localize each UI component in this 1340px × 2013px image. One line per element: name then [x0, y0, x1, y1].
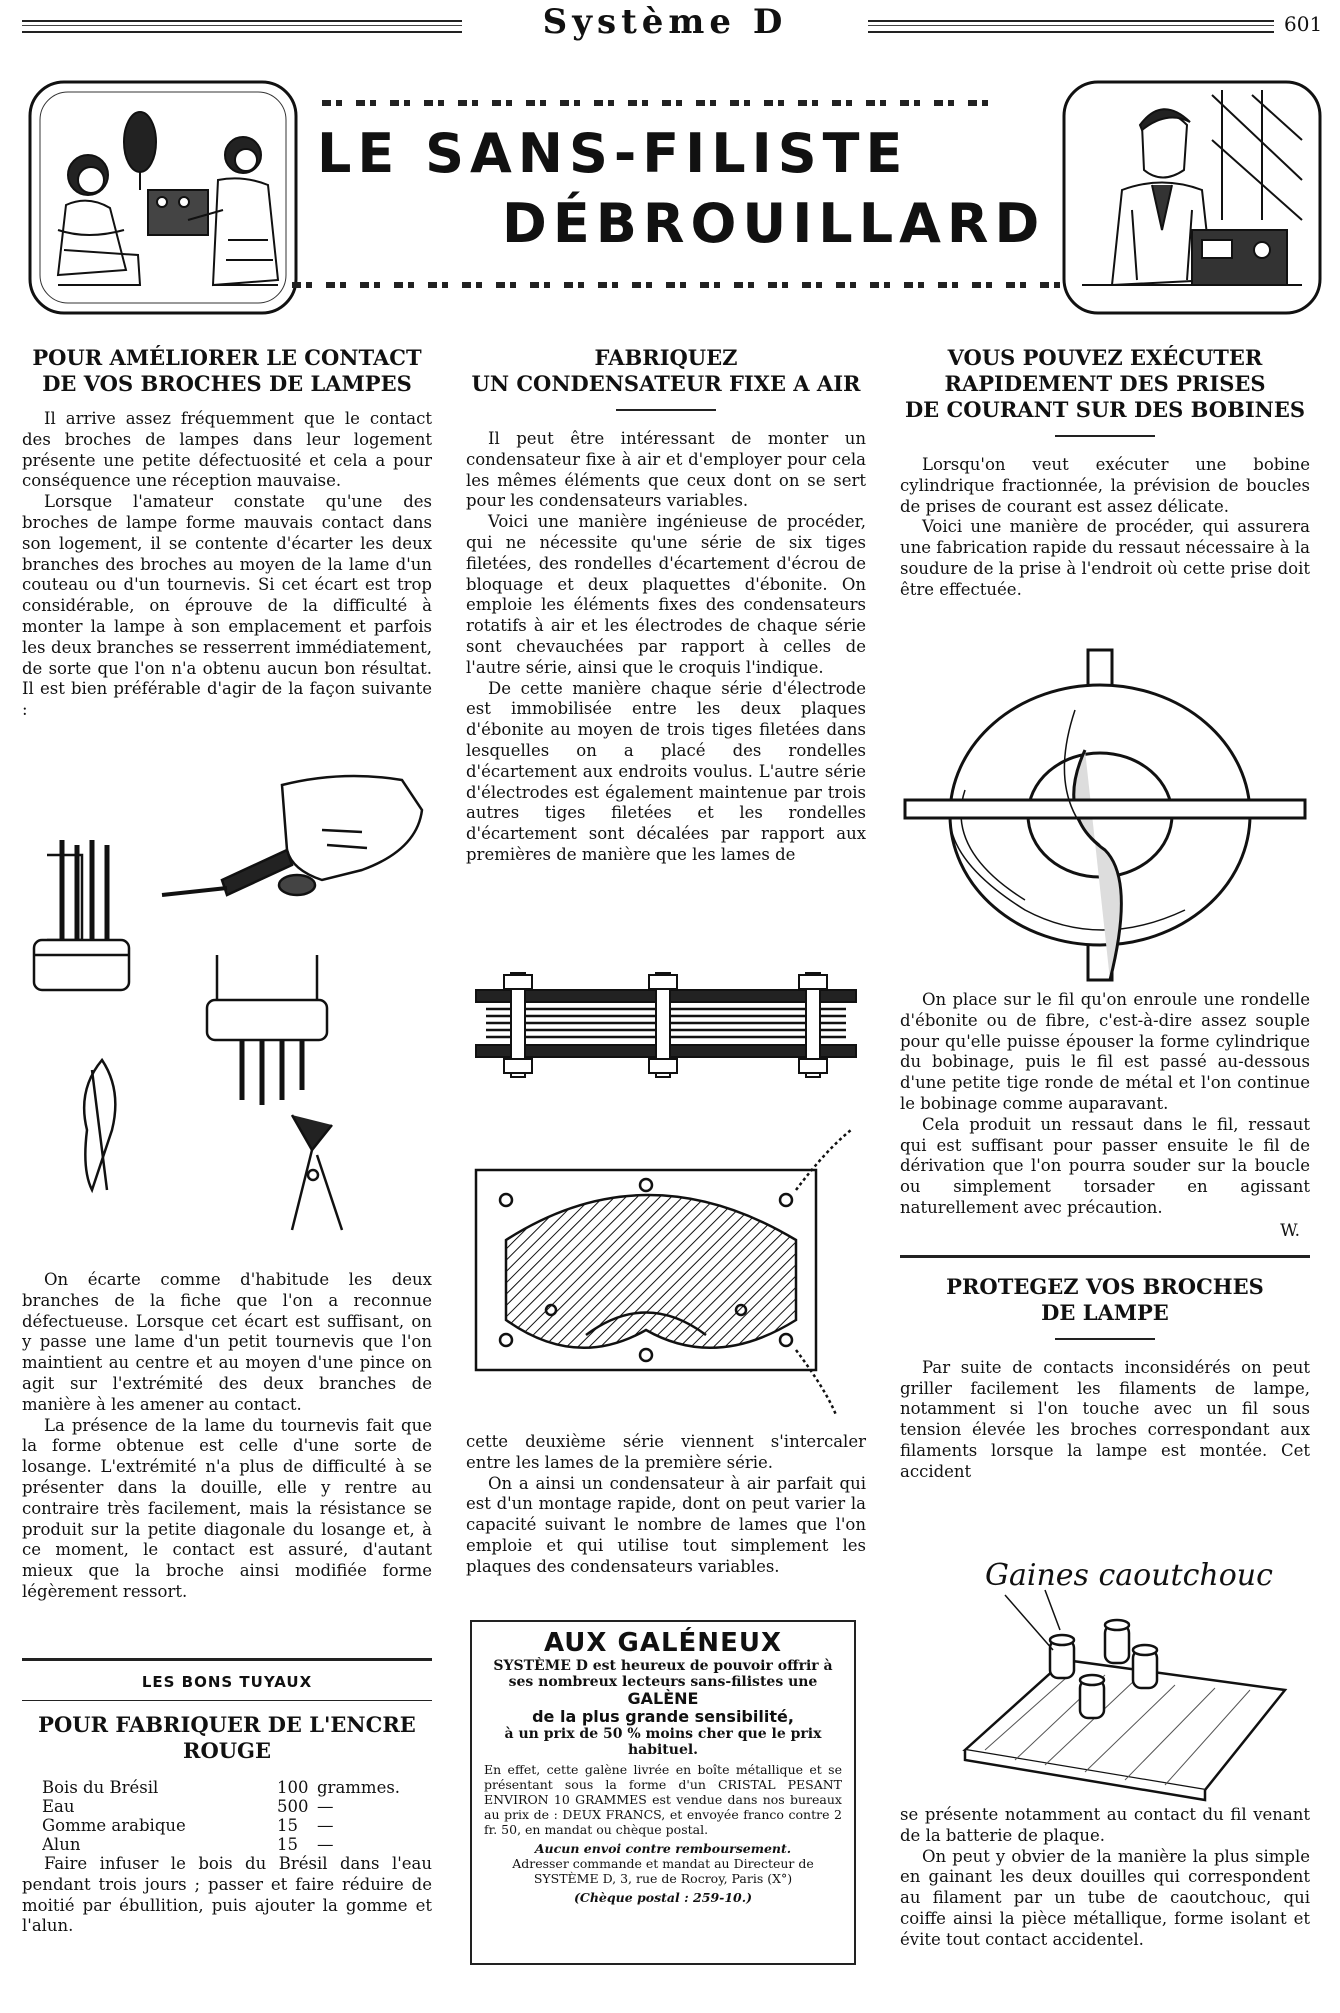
- article-paragraph: Cela produit un ressaut dans le fil, ressaut qui est suffisant pour passer ensuite le fil de dérivation que l'on pourra souder sur la boucle ou simplement torsader en agissant naturellement avec précaution.: [900, 1114, 1310, 1217]
- column-1-recipe: [22, 1712, 432, 1937]
- condenser-top-illustration: [466, 1130, 866, 1420]
- heading-rule: [616, 409, 716, 411]
- article-heading-line: DE COURANT SUR DES BOBINES: [904, 397, 1306, 422]
- article-paragraph: Il peut être intéressant de monter un condensateur fixe à air et d'employer pour cela les mêmes éléments que ceux dont on se sert pour les condensateurs variables.: [466, 429, 866, 511]
- banner: [22, 80, 1322, 320]
- condenser-side-illustration: [466, 965, 866, 1085]
- banner-illustration-left: [28, 80, 298, 315]
- article-paragraph: De cette manière chaque série d'électrode est immobilisée entre les deux plaques d'ébonite au moyen de trois tiges filetées dans lesquelles on a placé des rondelles d'écartement aux endroits voulus. L'autre série d'électrodes est également maintenue par trois autres tiges filetées et les rondelles d'écartement sont décalées par rapport aux premières de manière que les lames de: [466, 678, 866, 864]
- article-paragraph: On a ainsi un condensateur à air parfait qui est d'un montage rapide, dont on peut varier la capacité suivant le nombre de lames que l'on emploie et qui utilise tout simplement les plaques des condensateurs variables.: [466, 1473, 866, 1576]
- ad-text: Aucun envoi contre remboursement.: [534, 1841, 792, 1856]
- column-1-continued: [22, 1270, 432, 1603]
- ingredient-name: Alun: [42, 1835, 81, 1854]
- article-paragraph: La présence de la lame du tournevis fait que la forme obtenue est celle d'une sorte de losange. L'extrémité n'a plus de difficulté à se présenter dans la douille, elle y rentre au contraire très facilement, mais la résistance se produit sur la petite diagonale du losange et, à ce moment, le contact est assuré, d'autant mieux que la broche ainsi modifiée forme légèrement ressort.: [22, 1415, 432, 1601]
- article-heading-line: FABRIQUEZ: [594, 345, 738, 370]
- column-3-continued: [900, 990, 1310, 1483]
- article-heading-line: DE LAMPE: [1041, 1299, 1169, 1325]
- ingredient-qty: 100: [277, 1778, 309, 1797]
- article-paragraph: On écarte comme d'habitude les deux branches de la fiche que l'on a reconnue défectueuse. Lorsque cet écart est suffisant, on y passe une lame d'un petit tournevis que l'on maintient au centre et au moyen d'une pince on agit sur l'extrémité des deux branches de manière à les amener au contact.: [22, 1270, 432, 1414]
- banner-dots-top: [322, 100, 1002, 106]
- column-1: [22, 345, 432, 721]
- article-paragraph: Faire infuser le bois du Brésil dans l'eau pendant trois jours ; passer et faire réduire de moitié par ébullition, puis ajouter la gomme et l'alun.: [22, 1854, 432, 1936]
- column-2: [466, 345, 866, 866]
- article-paragraph: Voici une manière de procéder, qui assurera une fabrication rapide du ressaut nécessaire à la soudure de la prise à l'endroit où cette prise doit être effectuée.: [900, 517, 1310, 599]
- article-signature: W.: [1280, 1220, 1300, 1241]
- section-label: LES BONS TUYAUX: [141, 1673, 313, 1691]
- article-heading-line: PROTEGEZ VOS BROCHES: [946, 1273, 1264, 1299]
- recipe-list: [22, 1778, 432, 1854]
- article-paragraph: Lorsque l'amateur constate qu'une des broches de lampe forme mauvais contact dans son logement, il se contente d'écarter les deux branches des broches au moyen de la lame d'un couteau ou d'un tournevis. Si cet écart est trop considérable, on éprouve de la difficulté à monter la lampe à son emplacement et parfois les deux branches se resserrent immédiatement, de sorte que l'on n'a obtenu aucun bon résultat. Il est bien préférable d'agir de la façon suivante :: [22, 492, 432, 720]
- ad-text: GALÈNE: [627, 1689, 699, 1708]
- page-number: 601: [1284, 12, 1323, 36]
- banner-title-line1: LE SANS-FILISTE: [317, 122, 909, 185]
- ad-text: En effet, cette galène livrée en boîte métallique et se présentant sous la forme d'un CRISTAL PESANT ENVIRON 10 GRAMMES est vendue dans nos bureaux au prix de : DEUX FRANCS, et envoyée franco contre 2 fr. 50, en mandat ou chèque postal.: [484, 1762, 842, 1837]
- header-rule-right: [868, 20, 1274, 33]
- banner-title-line2: DÉBROUILLARD: [502, 192, 1046, 255]
- column-3: [900, 345, 1310, 601]
- ingredient-name: Gomme arabique: [42, 1816, 186, 1835]
- ingredient-unit: —: [317, 1835, 334, 1854]
- banner-dots-bottom: [292, 282, 1082, 288]
- ingredient-qty: 500: [277, 1797, 309, 1816]
- article-paragraph: On place sur le fil qu'on enroule une rondelle d'ébonite ou de fibre, c'est-à-dire assez souple pour qu'elle puisse épouser la forme cylindrique du bobinage, puis le fil est passé au-dessous d'une petite tige ronde de métal et l'on continue le bobinage comme auparavant.: [900, 990, 1310, 1113]
- article-heading-line: POUR FABRIQUER DE L'ENCRE: [38, 1712, 416, 1737]
- ingredient-unit: grammes.: [317, 1778, 401, 1797]
- article-paragraph: se présente notamment au contact du fil venant de la batterie de plaque.: [900, 1805, 1310, 1845]
- ingredient-qty: 15: [277, 1835, 298, 1854]
- recipe-row: [42, 1835, 432, 1854]
- ingredient-unit: —: [317, 1797, 334, 1816]
- section-divider: [22, 1658, 432, 1661]
- article-heading-line: DE VOS BROCHES DE LAMPES: [42, 371, 412, 396]
- article-heading-line: POUR AMÉLIORER LE CONTACT: [32, 345, 422, 370]
- article-paragraph: Voici une manière ingénieuse de procéder, qui ne nécessite qu'une série de six tiges filetées, des rondelles d'écartement d'écrou de bloquage et deux plaquettes d'ébonite. On emploie les éléments fixes des condensateurs rotatifs à air et les électrodes de chaque série sont chevauchées par rapport à celles de l'autre série, ainsi que le croquis l'indique.: [466, 512, 866, 677]
- journal-title: Système D: [542, 2, 788, 42]
- broche-repair-illustration: [22, 770, 432, 1240]
- header-rule-left: [22, 20, 462, 33]
- ingredient-name: Eau: [42, 1797, 75, 1816]
- ad-text: à un prix de 50 % moins cher que le prix habituel.: [504, 1726, 822, 1758]
- article-paragraph: Il arrive assez fréquemment que le contact des broches de lampes dans leur logement présente une petite défectuosité et cela a pour conséquence une réception mauvaise.: [22, 409, 432, 491]
- ingredient-name: Bois du Brésil: [42, 1778, 159, 1797]
- ad-title: AUX GALÉNEUX: [543, 1628, 782, 1658]
- column-2-continued: [466, 1432, 866, 1578]
- article-heading-line: RAPIDEMENT DES PRISES: [944, 371, 1266, 396]
- recipe-row: [42, 1797, 432, 1816]
- section-divider-thin: [22, 1700, 432, 1701]
- article-paragraph: Lorsqu'on veut exécuter une bobine cylindrique fractionnée, la prévision de boucles de prises de courant est assez délicate.: [900, 455, 1310, 516]
- ad-text: SYSTÈME D est heureux de pouvoir offrir à ses nombreux lecteurs sans-filistes une: [493, 1658, 833, 1690]
- heading-rule: [1055, 435, 1155, 437]
- recipe-row: [42, 1816, 432, 1835]
- article-paragraph: Par suite de contacts inconsidérés on peut griller facilement les filaments de lampe, notamment si l'on touche avec un fil sous tension élevée les broches correspondant aux filaments lorsque la lampe est montée. Cet accident: [900, 1357, 1310, 1481]
- ad-text: (Chèque postal : 259-10.): [573, 1890, 753, 1905]
- ad-text: de la plus grande sensibilité,: [532, 1707, 794, 1726]
- heading-rule: [1055, 1338, 1155, 1340]
- recipe-row: [42, 1778, 432, 1797]
- column-3-end: [900, 1805, 1310, 1951]
- advertisement-box: [470, 1620, 856, 1965]
- figure-caption: Gaines caoutchouc: [985, 1558, 1273, 1593]
- banner-illustration-right: [1062, 80, 1322, 315]
- article-paragraph: cette deuxième série viennent s'intercaler entre les lames de la première série.: [466, 1432, 866, 1472]
- article-heading-line: VOUS POUVEZ EXÉCUTER: [947, 345, 1263, 370]
- rubber-sleeves-illustration: [905, 1600, 1305, 1800]
- article-heading-line: ROUGE: [183, 1738, 271, 1763]
- washer-illustration: [905, 650, 1305, 980]
- ingredient-qty: 15: [277, 1816, 298, 1835]
- article-paragraph: On peut y obvier de la manière la plus simple en gainant les deux douilles qui correspondent au filament par un tube de caoutchouc, qui coiffe ainsi la pièce métallique, forme isolant et évite tout contact accidentel.: [900, 1846, 1310, 1949]
- article-heading-line: UN CONDENSATEUR FIXE A AIR: [471, 371, 861, 396]
- ingredient-unit: —: [317, 1816, 334, 1835]
- ad-text: Adresser commande et mandat au Directeur de SYSTÈME D, 3, rue de Rocroy, Paris (X°): [512, 1856, 814, 1886]
